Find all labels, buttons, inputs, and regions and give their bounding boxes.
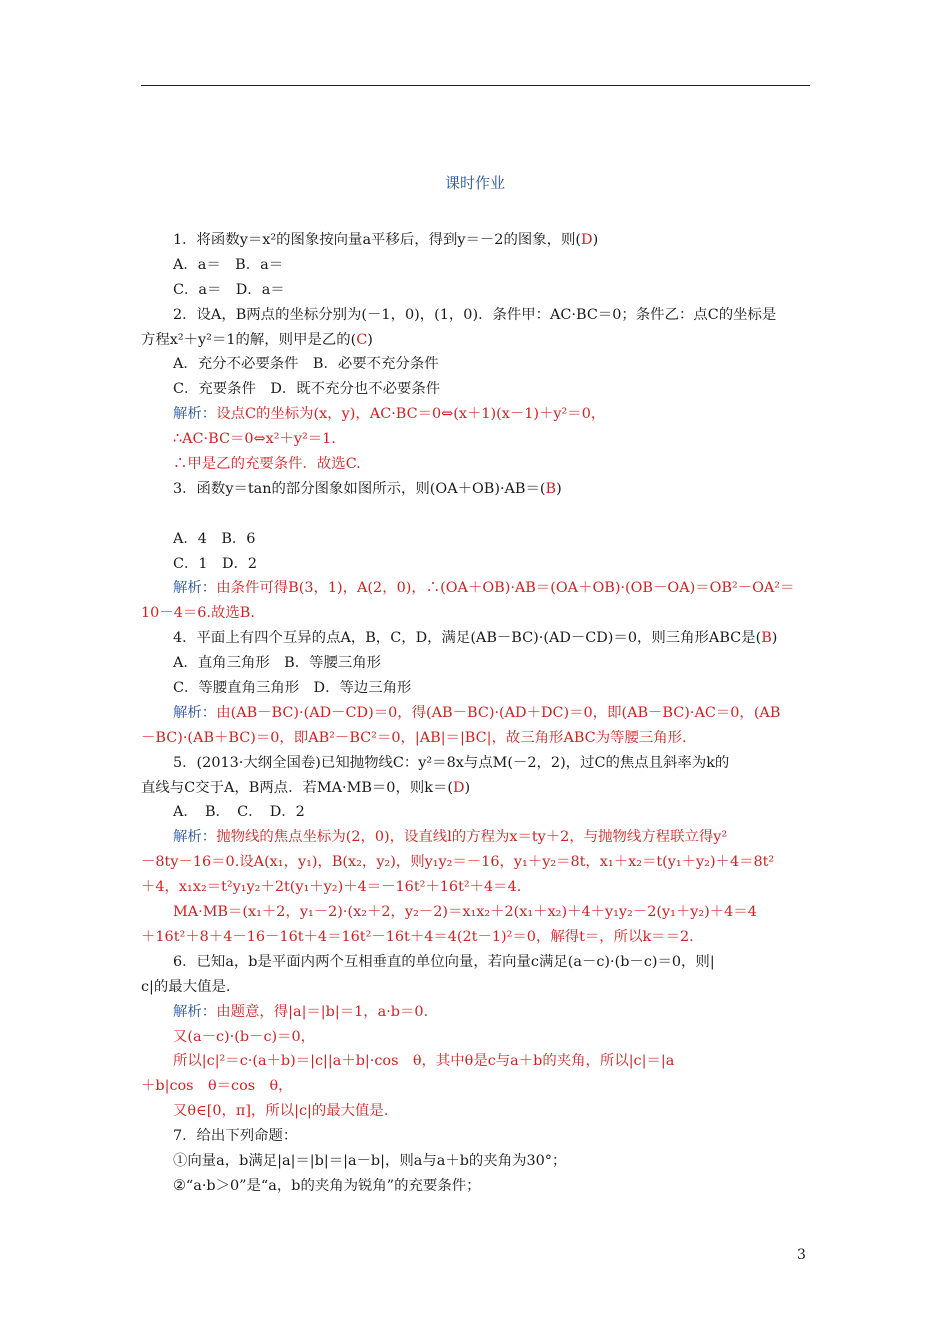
option-line: [141, 1174, 810, 1199]
question-continuation: [141, 776, 810, 801]
line-text: ①向量a，b满足|a|＝|b|＝|a－b|，则a与a＋b的夹角为30°；: [173, 1152, 567, 1169]
option-line: [141, 552, 810, 577]
line-text: MA·MB＝(x₁＋2，y₁－2)·(x₂＋2，y₂－2)＝x₁x₂＋2(x₁＋x₂)＋4＋y₁y₂－2(y₁＋y₂)＋4＝4: [173, 904, 757, 921]
question-line: [141, 228, 810, 253]
solution-label: 解析：: [173, 1003, 217, 1020]
option-line: [141, 352, 810, 377]
line-text: A．a＝ B．a＝: [173, 256, 284, 273]
solution-continuation: [141, 875, 810, 900]
solution-line: [141, 1025, 810, 1050]
line-text: 设点C的坐标为(x，y)，AC·BC＝0⇔(x＋1)(x－1)＋y²＝0，: [216, 406, 606, 423]
solution-continuation: [141, 1074, 810, 1099]
solution-line: [141, 452, 810, 477]
option-line: [141, 676, 810, 701]
line-text: A．直角三角形 B．等腰三角形: [173, 655, 382, 672]
page-title: 课时作业: [444, 174, 505, 192]
solution-continuation: [141, 925, 810, 950]
line-text: 抛物线的焦点坐标为(2，0)，设直线l的方程为x＝ty＋2，与抛物线方程联立得y²: [216, 829, 728, 846]
option-line: [141, 278, 810, 303]
line-text: A． B． C． D．2: [173, 804, 305, 821]
answer-choice: B: [761, 630, 772, 647]
line-text: 2．设A，B两点的坐标分别为(－1，0)，(1，0)．条件甲：AC·BC＝0；条件乙：点C的坐标是: [173, 306, 777, 323]
figure-placeholder: [141, 502, 810, 527]
page-number: 3: [797, 1247, 806, 1263]
option-line: [141, 527, 810, 552]
solution-label: 解析：: [173, 580, 217, 597]
question-line: [141, 477, 810, 502]
solution-line: [141, 1049, 810, 1074]
solution-label: 解析：: [173, 406, 217, 423]
question-continuation: [141, 328, 810, 353]
line-text: C．1 D．2: [173, 555, 258, 572]
solution-line: [141, 701, 810, 726]
solution-label: 解析：: [173, 704, 217, 721]
question-line: [141, 626, 810, 651]
line-text: 所以|c|²＝c·(a＋b)＝|c||a＋b|·cos θ，其中θ是c与a＋b的夹角，所以|c|＝|a: [173, 1053, 675, 1070]
answer-choice: C: [356, 331, 368, 348]
solution-line: [141, 576, 810, 601]
line-text: ＋16t²＋8＋4－16－16t＋4＝16t²－16t＋4＝4(2t－1)²＝0，解得t＝，所以k＝＝2.: [141, 928, 694, 945]
option-line: [141, 800, 810, 825]
line-text: ＋b|cos θ＝cos θ，: [141, 1078, 293, 1095]
solution-line: [141, 825, 810, 850]
solution-line: [141, 900, 810, 925]
solution-line: [141, 1099, 810, 1124]
closing-paren: ): [592, 232, 599, 248]
option-line: [141, 377, 810, 402]
line-text: c|的最大值是.: [141, 978, 231, 995]
line-text: 6．已知a，b是平面内两个互相垂直的单位向量，若向量c满足(a－c)·(b－c)＝0，则|: [173, 953, 715, 970]
line-text: 4．平面上有四个互异的点A，B，C，D，满足(AB－BC)·(AD－CD)＝0，则三角形ABC是(: [173, 630, 762, 647]
line-text: A．4 B．6: [173, 530, 256, 547]
solution-continuation: [141, 726, 810, 751]
line-text: 方程x²＋y²＝1的解，则甲是乙的(: [141, 331, 357, 348]
option-line: [141, 253, 810, 278]
line-text: C．a＝ D．a＝: [173, 281, 285, 298]
line-text: 3．函数y＝tan的部分图象如图所示，则(OA＋OB)·AB＝(: [173, 480, 546, 497]
question-line: [141, 303, 810, 328]
option-line: [141, 1149, 810, 1174]
line-text: 又(a－c)·(b－c)＝0，: [173, 1028, 316, 1045]
question-line: [141, 1124, 810, 1149]
closing-paren: ): [464, 779, 471, 796]
line-text: 5．(2013·大纲全国卷)已知抛物线C：y²＝8x与点M(－2，2)，过C的焦点且斜率为k的: [173, 754, 730, 771]
question-continuation: [141, 975, 810, 1000]
line-text: －BC)·(AB＋BC)＝0，即AB²－BC²＝0，|AB|＝|BC|，故三角形ABC为等腰三角形.: [141, 729, 687, 746]
answer-choice: B: [545, 480, 557, 497]
line-text: C．充要条件 D．既不充分也不必要条件: [173, 381, 441, 398]
option-line: [141, 651, 810, 676]
solution-continuation: [141, 601, 810, 626]
line-text: A．充分不必要条件 B．必要不充分条件: [173, 356, 439, 373]
answer-choice: D: [452, 779, 465, 796]
solution-continuation: [141, 850, 810, 875]
line-text: 10－4＝6.故选B.: [141, 605, 255, 622]
closing-paren: ): [367, 331, 373, 348]
closing-paren: ): [556, 480, 562, 497]
line-text: 1．将函数y＝x²的图象按向量a平移后，得到y＝－2的图象，则(: [173, 232, 582, 248]
document-body: [141, 228, 810, 1199]
solution-line: [141, 427, 810, 452]
line-text: 由题意，得|a|＝|b|＝1，a·b＝0.: [216, 1003, 429, 1020]
question-line: [141, 751, 810, 776]
solution-line: [141, 1000, 810, 1025]
line-text: 由条件可得B(3，1)，A(2，0)，∴(OA＋OB)·AB＝(OA＋OB)·(OB－OA)＝OB²－OA²＝: [216, 580, 795, 597]
header-rule: [141, 85, 810, 86]
line-text: 由(AB－BC)·(AD－CD)＝0，得(AB－BC)·(AD＋DC)＝0，即(AB－BC)·AC＝0，(AB: [216, 704, 781, 721]
line-text: ∴AC·BC＝0⇔x²＋y²＝1.: [173, 431, 336, 448]
line-text: ∴甲是乙的充要条件．故选C.: [173, 456, 361, 473]
solution-label: 解析：: [173, 829, 217, 846]
question-line: [141, 950, 810, 975]
line-text: －8ty－16＝0.设A(x₁，y₁)，B(x₂，y₂)，则y₁y₂＝－16，y₁＋y₂＝8t，x₁＋x₂＝t(y₁＋y₂)＋4＝8t²: [141, 854, 775, 871]
line-text: 7．给出下列命题：: [173, 1128, 298, 1145]
answer-choice: D: [581, 232, 593, 248]
line-text: ②“a·b＞0”是“a，b的夹角为锐角”的充要条件；: [173, 1177, 481, 1194]
line-text: 又θ∈[0，π]，所以|c|的最大值是.: [173, 1103, 389, 1120]
line-text: ＋4，x₁x₂＝t²y₁y₂＋2t(y₁＋y₂)＋4＝－16t²＋16t²＋4＝4.: [141, 879, 522, 896]
line-text: C．等腰直角三角形 D．等边三角形: [173, 680, 412, 697]
closing-paren: ): [771, 630, 778, 647]
solution-line: [141, 402, 810, 427]
line-text: 直线与C交于A，B两点．若MA·MB＝0，则k＝(: [141, 779, 453, 796]
